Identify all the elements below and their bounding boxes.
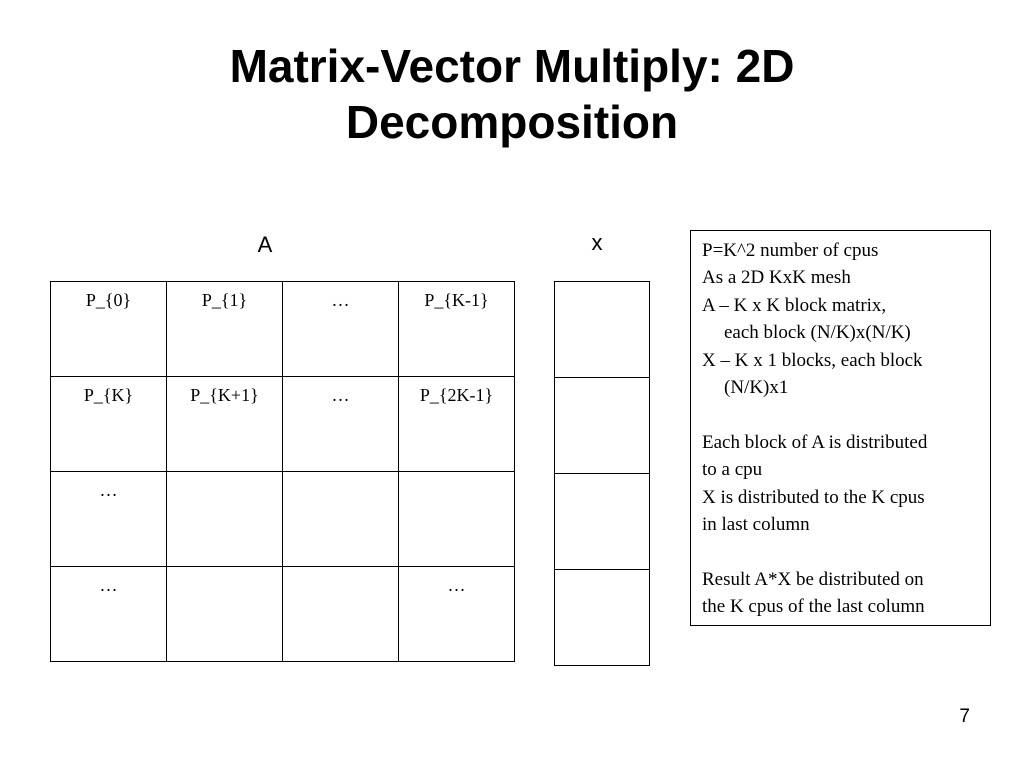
- notes-line: Each block of A is distributed: [702, 431, 928, 453]
- matrix-cell: P_{2K-1}: [399, 377, 515, 472]
- notes-line: X is distributed to the K cpus: [702, 486, 925, 508]
- notes-spacer: [702, 401, 980, 428]
- notes-spacer: [702, 538, 980, 565]
- vector-x-grid: [554, 281, 650, 666]
- vector-cell: [555, 570, 650, 666]
- notes-line: As a 2D KxK mesh: [702, 267, 851, 289]
- matrix-cell: [283, 472, 399, 567]
- matrix-cell: [167, 472, 283, 567]
- vector-row: [555, 282, 650, 378]
- vector-cell: [555, 282, 650, 378]
- matrix-cell: [167, 567, 283, 662]
- matrix-cell: …: [283, 282, 399, 377]
- matrix-cell: [283, 567, 399, 662]
- matrix-row: [51, 567, 515, 662]
- notes-line: to a cpu: [702, 459, 763, 481]
- matrix-row: [51, 472, 515, 567]
- notes-line: in last column: [702, 514, 810, 536]
- matrix-cell: P_{K+1}: [167, 377, 283, 472]
- matrix-cell: P_{K}: [51, 377, 167, 472]
- matrix-row: [51, 377, 515, 472]
- notes-line: A – K x K block matrix,: [702, 294, 887, 316]
- matrix-cell: …: [283, 377, 399, 472]
- notes-line: each block (N/K)x(N/K): [724, 322, 911, 344]
- vector-x-label: x: [591, 230, 603, 255]
- vector-row: [555, 378, 650, 474]
- matrix-row: [51, 282, 515, 377]
- notes-line: Result A*X be distributed on: [702, 568, 924, 590]
- matrix-cell: P_{1}: [167, 282, 283, 377]
- matrix-cell: …: [51, 472, 167, 567]
- vector-cell: [555, 474, 650, 570]
- slide-title-line-1: Matrix-Vector Multiply: 2D: [229, 40, 795, 92]
- matrix-cell: …: [51, 567, 167, 662]
- page-number: 7: [959, 706, 970, 727]
- vector-row: [555, 474, 650, 570]
- matrix-cell: …: [399, 567, 515, 662]
- vector-cell: [555, 378, 650, 474]
- matrix-a-label: A: [257, 232, 273, 257]
- matrix-cell: [399, 472, 515, 567]
- matrix-a-grid: [50, 281, 515, 662]
- matrix-cell: P_{K-1}: [399, 282, 515, 377]
- notes-line: X – K x 1 blocks, each block: [702, 349, 923, 371]
- notes-line: the K cpus of the last column: [702, 596, 925, 618]
- vector-row: [555, 570, 650, 666]
- slide-title: [0, 38, 1024, 150]
- notes-box: [690, 230, 991, 626]
- notes-line: (N/K)x1: [724, 377, 789, 399]
- slide-title-line-2: Decomposition: [345, 96, 679, 148]
- matrix-cell: P_{0}: [51, 282, 167, 377]
- notes-line: P=K^2 number of cpus: [702, 240, 879, 261]
